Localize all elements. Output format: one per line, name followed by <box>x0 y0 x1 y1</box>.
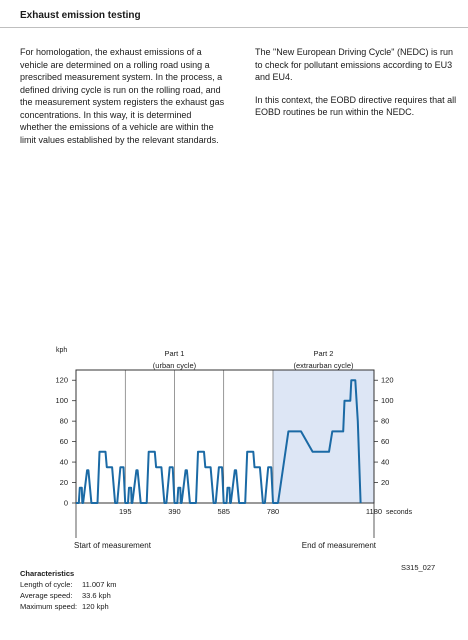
y-tick-label-left-0: 0 <box>63 498 68 508</box>
nedc-paragraph: The "New European Driving Cycle" (NEDC) is run to check for pollutant emissions according to EU3 and EU4. <box>255 47 453 82</box>
characteristic-row-length <box>20 579 116 590</box>
y-tick-label-right-100: 100 <box>381 396 394 406</box>
y-tick-label-left-120: 120 <box>55 375 68 385</box>
max-speed-label: Maximum speed: <box>20 602 78 611</box>
characteristics-block <box>20 568 116 612</box>
y-tick-label-right-120: 120 <box>381 375 394 385</box>
characteristics-title: Characteristics <box>20 569 75 578</box>
y-tick-label-left-60: 60 <box>59 437 68 447</box>
y-axis-label: kph <box>56 347 68 354</box>
part-sublabel-2: (extraurban cycle) <box>293 361 354 370</box>
intro-paragraph: For homologation, the exhaust emissions of a vehicle are determined on a rolling road using a prescribed measurement system. In the process, a defined driving cycle is run on the rolling road, and the measurement system registers the exhaust gas concentrations. In this way, it is determined whether the emissions of a vehicle are within the limit values established by the relevant standards. <box>20 47 225 145</box>
x-tick-label-390: 390 <box>168 507 181 516</box>
y-tick-label-left-20: 20 <box>59 478 68 488</box>
part-label-1: Part 1 <box>164 349 185 358</box>
characteristic-row-average <box>20 590 116 601</box>
average-speed-label: Average speed: <box>20 591 73 600</box>
x-tick-label-780: 780 <box>266 507 280 516</box>
eobd-paragraph: In this context, the EOBD directive requires that all EOBD routines be run within the NEDC. <box>255 94 457 117</box>
length-value: 11.007 km <box>82 580 117 589</box>
y-tick-label-right-60: 60 <box>381 437 390 447</box>
y-tick-label-left-80: 80 <box>59 416 68 426</box>
y-tick-label-right-20: 20 <box>381 478 390 488</box>
nedc-chart <box>0 340 468 560</box>
y-tick-label-left-40: 40 <box>59 457 68 467</box>
x-tick-label-1180: 1180 <box>365 507 383 516</box>
length-label: Length of cycle: <box>20 580 73 589</box>
y-tick-label-right-80: 80 <box>381 416 390 426</box>
figure-id: S315_027 <box>401 563 436 572</box>
title-divider <box>0 27 468 28</box>
intro-column-left <box>20 46 225 156</box>
x-axis-label: seconds <box>386 509 413 516</box>
characteristic-row-maximum <box>20 601 116 612</box>
y-tick-label-left-100: 100 <box>55 396 68 406</box>
part-sublabel-1: (urban cycle) <box>152 361 197 370</box>
start-of-measurement-label: Start of measurement <box>74 541 151 550</box>
max-speed-value: 120 kph <box>82 602 109 611</box>
part-label-2: Part 2 <box>313 349 334 358</box>
page-title: Exhaust emission testing <box>20 10 141 21</box>
intro-column-right <box>255 46 460 129</box>
x-tick-label-195: 195 <box>118 507 132 516</box>
average-speed-value: 33.6 kph <box>82 591 111 600</box>
y-tick-label-right-40: 40 <box>381 457 390 467</box>
end-of-measurement-label: End of measurement <box>301 541 376 550</box>
x-tick-label-585: 585 <box>217 507 230 516</box>
